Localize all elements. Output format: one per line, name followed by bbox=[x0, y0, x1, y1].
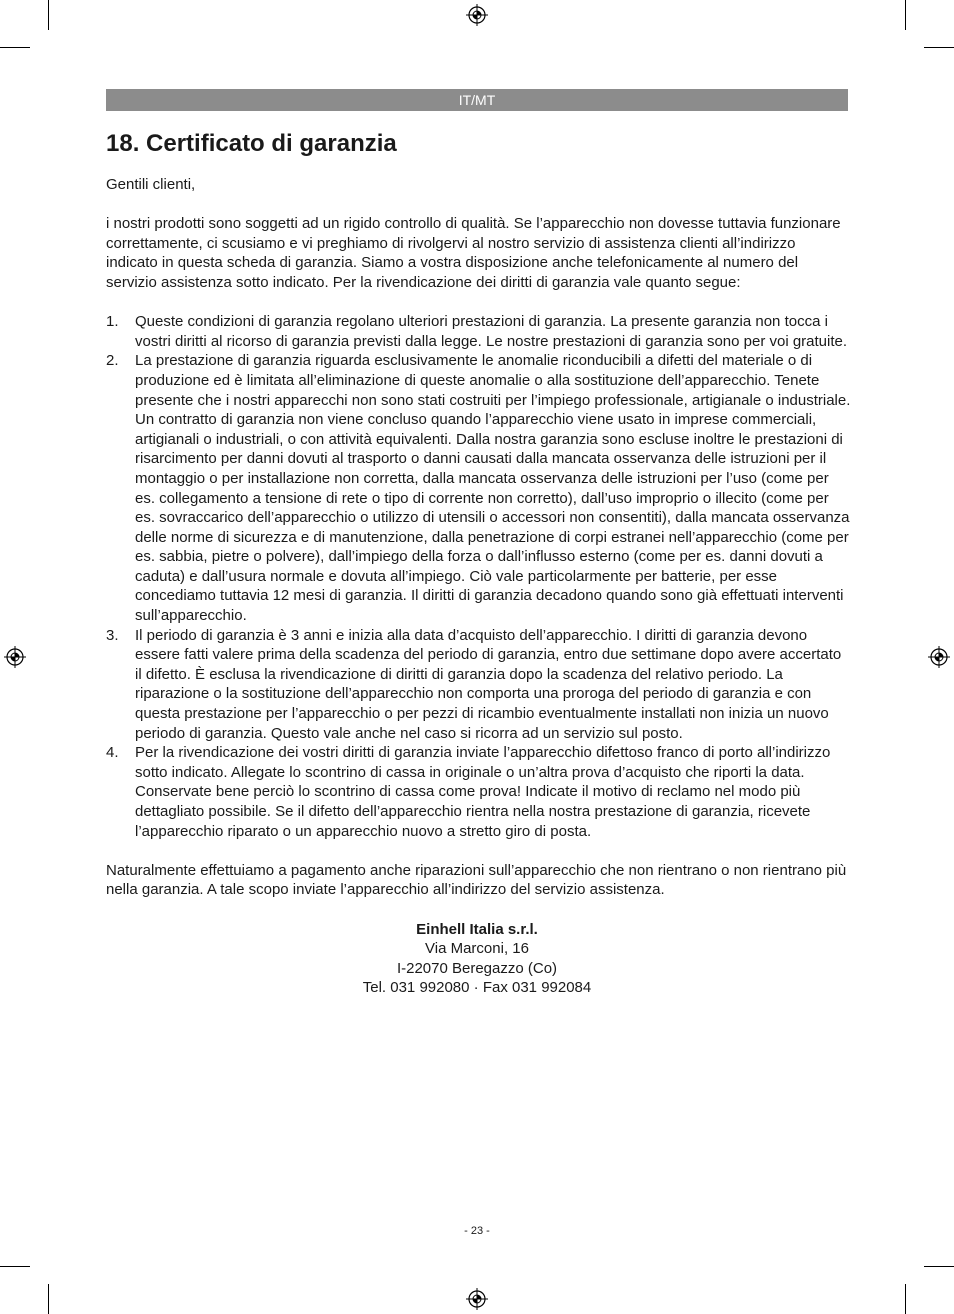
crop-mark-icon bbox=[48, 1284, 49, 1314]
crop-mark-icon bbox=[905, 1284, 906, 1314]
company-name: Einhell Italia s.r.l. bbox=[416, 920, 538, 938]
crop-mark-icon bbox=[48, 0, 49, 30]
page-number: - 23 - bbox=[464, 1225, 490, 1237]
list-item-number: 4. bbox=[106, 744, 119, 762]
list-item-number: 2. bbox=[106, 352, 119, 370]
registration-mark-icon bbox=[466, 1288, 488, 1310]
intro-paragraph: i nostri prodotti sono soggetti ad un rigido controllo di qualità. Se l’apparecchio non dovesse tuttavia funzionare correttamente, ci scusiamo e vi preghiamo di rivolgervi al nostro servizio di assistenza clienti all’indirizzo indicato in questa scheda di garanzia. Siamo a vostra disposizione anche telefonicamente al numero del servizio assistenza sotto indicato. Per la rivendicazione dei diritti di garanzia vale quanto segue: bbox=[106, 215, 841, 291]
crop-mark-icon bbox=[924, 1266, 954, 1267]
page-title: 18. Certificato di garanzia bbox=[106, 130, 397, 157]
registration-mark-icon bbox=[466, 4, 488, 26]
registration-mark-icon bbox=[4, 646, 26, 668]
language-code: IT/MT bbox=[458, 92, 496, 108]
list-item-text: Per la rivendicazione dei vostri diritti di garanzia inviate l’apparecchio difettoso franco di porto all’indirizzo sotto indicato. Allegate lo scontrino di cassa in originale o un’altra prova d’acquisto che riporti la data. Conservate bene perciò lo scontrino di cassa come prova! Indicate il motivo di reclamo nel modo più dettagliato possibile. Se il difetto dell’apparecchio rientra nella nostra prestazione di garanzia, ricevete l’apparecchio riparato o un apparecchio nuovo a stretto giro di posta. bbox=[135, 744, 831, 840]
registration-mark-icon bbox=[928, 646, 950, 668]
address-phone-fax: Tel. 031 992080 · Fax 031 992084 bbox=[362, 979, 592, 997]
service-address bbox=[106, 920, 848, 998]
warranty-content bbox=[106, 175, 851, 998]
list-item-number: 3. bbox=[106, 626, 119, 644]
list-item-number: 1. bbox=[106, 313, 119, 331]
list-item-text: Queste condizioni di garanzia regolano ulteriori prestazioni di garanzia. La presente garanzia non tocca i vostri diritti al ricorso di garanzia previsti dalla legge. Le nostre prestazioni di garanzia sono per voi gratuite. bbox=[135, 313, 848, 350]
list-item-text: Il periodo di garanzia è 3 anni e inizia alla data d’acquisto dell’apparecchio. I diritti di garanzia devono essere fatti valere prima della scadenza del periodo di garanzia, entro due settimane dopo avere accertato il difetto. È esclusa la rivendicazione di diritti di garanzia dopo la scadenza del relativo periodo. La riparazione o la sostituzione dell’apparecchio non comporta una proroga del periodo di garanzia e con questa prestazione per l’apparecchio o per pezzi di ricambio eventualmente installati non inizia un nuovo periodo di garanzia. Questo vale anche nel caso si ricorra ad un servizio sul posto. bbox=[135, 626, 842, 742]
crop-mark-icon bbox=[924, 47, 954, 48]
closing-paragraph: Naturalmente effettuiamo a pagamento anche riparazioni sull’apparecchio che non rientrano o non rientrano più nella garanzia. A tale scopo inviate l’apparecchio all’indirizzo del servizio assistenza. bbox=[106, 861, 847, 899]
conditions-list bbox=[106, 312, 851, 841]
crop-mark-icon bbox=[0, 1266, 30, 1267]
list-item-text: La prestazione di garanzia riguarda esclusivamente le anomalie riconducibili a difetti del materiale o di produzione ed è limitata all’eliminazione di queste anomalie o alla sostituzione dell’apparecchio. Tenete presente che i nostri apparecchi non sono stati costruiti per l’impiego professionale, artigianale o industriale. Un contratto di garanzia non viene concluso quando l’apparecchio viene usato in imprese commerciali, artigianali o industriali, o con attività equivalenti. Dalla nostra garanzia sono escluse inoltre le prestazioni di risarcimento per danni dovuti al trasporto o danni causati dalla mancata osservanza delle istruzioni per il montaggio o per installazione non corretta, dalla mancata osservanza delle istruzioni per l’uso (come per es. collegamento a tensione di rete o tipo di corrente non corretto), dall’uso improprio o illecito (come per es. sovraccarico dell’apparecchio o utilizzo di utensili o accessori non consentiti), dalla mancata osservanza delle norme di sicurezza e di manutenzione, dalla penetrazione di corpi estranei nell’apparecchio (come per es. sabbia, pietre o polvere), dall’impiego della forza o dall’influsso esterno (come per es. danni dovuti a caduta) e dall’usura normale e dovuta all’impiego. Ciò vale particolarmente per batterie, per esse concediamo tuttavia 12 mesi di garanzia. Il diritti di garanzia decadono quando sono già effettuati interventi sull’apparecchio. bbox=[135, 352, 851, 625]
language-header-bar bbox=[106, 89, 848, 111]
address-city: I-22070 Beregazzo (Co) bbox=[396, 959, 558, 977]
crop-mark-icon bbox=[0, 47, 30, 48]
list-item bbox=[106, 351, 851, 625]
list-item bbox=[106, 312, 851, 351]
crop-mark-icon bbox=[905, 0, 906, 30]
address-street: Via Marconi, 16 bbox=[425, 940, 529, 958]
list-item bbox=[106, 626, 851, 744]
greeting: Gentili clienti, bbox=[106, 176, 196, 193]
list-item bbox=[106, 743, 851, 841]
